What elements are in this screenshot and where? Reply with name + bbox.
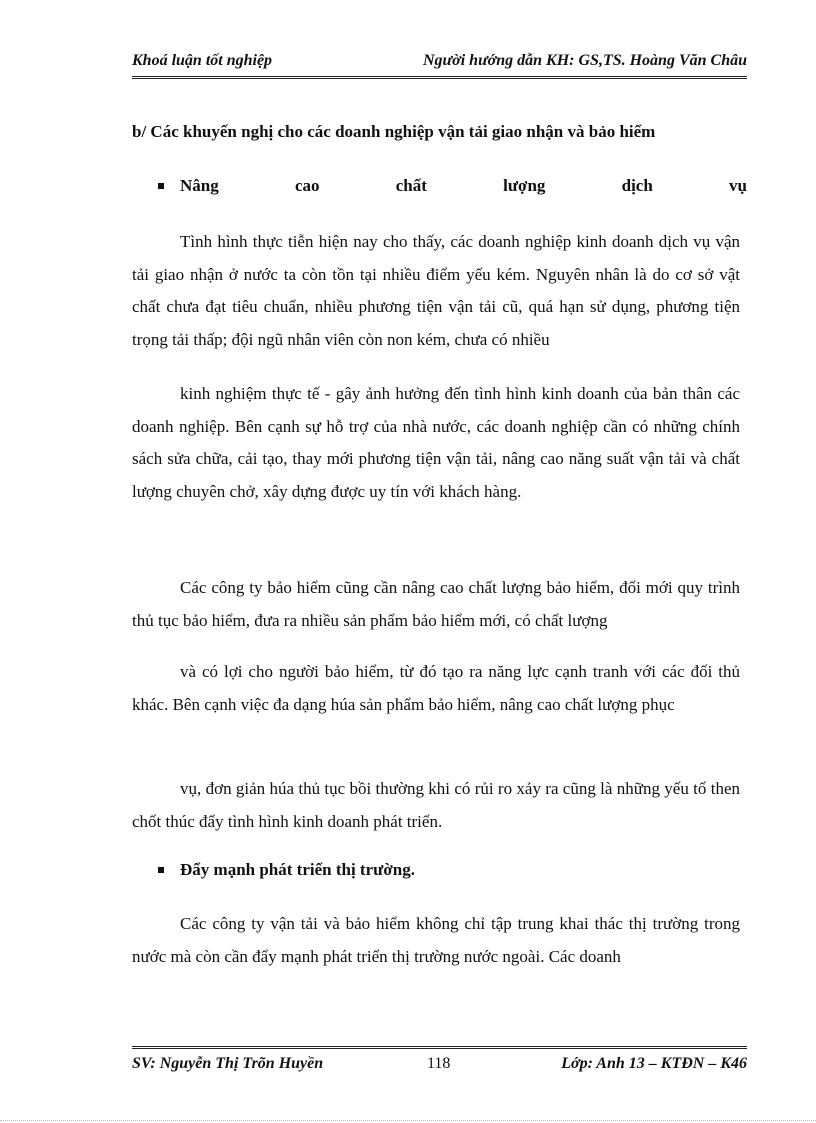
bullet-heading-text: [180, 176, 747, 196]
paragraph: Các công ty bảo hiểm cũng cần nâng cao chất lượng bảo hiểm, đổi mới quy trình thủ tục bảo hiểm, đưa ra nhiều sản phẩm bảo hiểm mới, có chất lượng: [132, 578, 740, 630]
section-subheading: b/ Các khuyến nghị cho các doanh nghiệp vận tải giao nhận và bảo hiểm: [132, 122, 656, 141]
bullet-word: dịch: [621, 176, 653, 195]
bullet-word: cao: [294, 176, 320, 195]
bullet-square-icon: [158, 183, 164, 189]
footer-class: Lớp: Anh 13 – KTĐN – K46: [561, 1055, 747, 1072]
header-thesis-title: Khoá luận tốt nghiệp: [132, 52, 273, 69]
bullet-word: chất: [395, 176, 427, 195]
bullet-word: lượng: [503, 176, 546, 195]
page-number: 118: [427, 1055, 451, 1072]
page-edge-divider: [0, 1120, 816, 1122]
page-header: [132, 50, 747, 79]
footer-student-name: SV: Nguyễn Thị Trõn Huyền: [132, 1055, 324, 1072]
bullet-heading-text: Đẩy mạnh phát triển thị trường.: [180, 860, 415, 879]
bullet-heading-market-development: [132, 860, 747, 884]
paragraph: Các công ty vận tải và bảo hiểm không chỉ tập trung khai thác thị trường trong nước mà còn cần đẩy mạnh phát triển thị trường nước ngoài. Các doanh: [132, 914, 740, 966]
bullet-word: vụ: [729, 176, 747, 195]
page-footer: [132, 1046, 747, 1077]
header-advisor: Người hướng dẫn KH: GS,TS. Hoàng Văn Châu: [423, 52, 747, 69]
paragraph: và có lợi cho người bảo hiểm, từ đó tạo ra năng lực cạnh tranh với các đối thủ khác. Bên cạnh việc đa dạng húa sản phẩm bảo hiểm, nâng cao chất lượng phục: [132, 662, 740, 714]
paragraph: vụ, đơn giản húa thủ tục bồi thường khi có rủi ro xảy ra cũng là những yếu tố then chốt thúc đẩy tình hình kinh doanh phát triển.: [132, 779, 740, 831]
bullet-heading-service-quality: [132, 176, 747, 200]
paragraph: Tình hình thực tiễn hiện nay cho thấy, các doanh nghiệp kinh doanh dịch vụ vận tải giao nhận ở nước ta còn tồn tại nhiều điểm yếu kém. Nguyên nhân là do cơ sở vật chất chưa đạt tiêu chuẩn, nhiều phương tiện vận tải cũ, quá hạn sử dụng, phương tiện trọng tải thấp; đội ngũ nhân viên còn non kém, chưa có nhiều: [132, 232, 740, 349]
bullet-word: Nâng: [180, 176, 219, 195]
bullet-square-icon: [158, 867, 164, 873]
paragraph: kinh nghiệm thực tế - gây ảnh hưởng đến tình hình kinh doanh của bản thân các doanh nghiệp. Bên cạnh sự hỗ trợ của nhà nước, các doanh nghiệp cần có những chính sách sửa chữa, cải tạo, thay mới phương tiện vận tải, nâng cao năng suất vận tải và chất lượng chuyên chở, xây dựng được uy tín với khách hàng.: [132, 384, 740, 501]
